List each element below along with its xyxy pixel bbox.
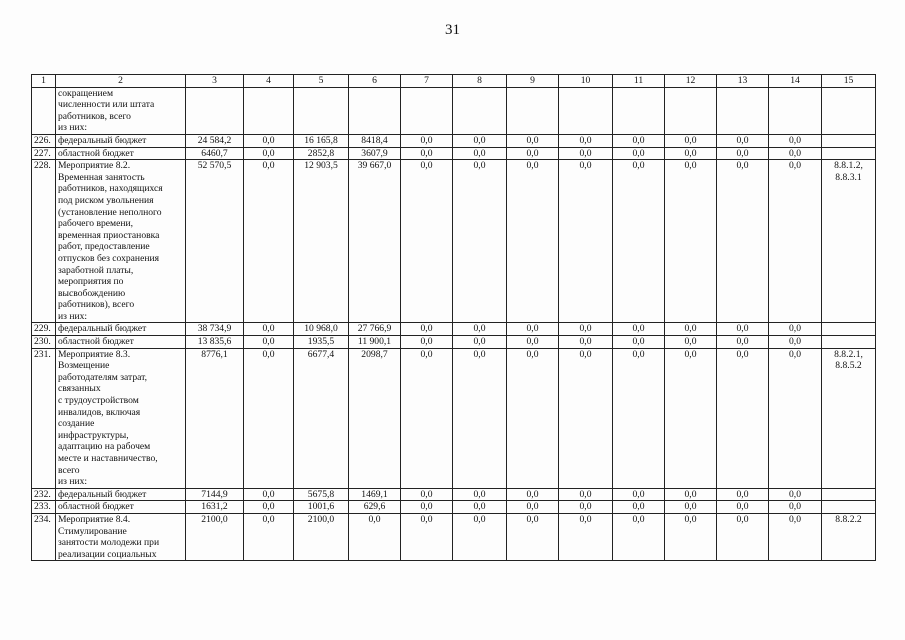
- value-cell: 0,0: [559, 513, 613, 560]
- value-cell: 0,0: [717, 147, 769, 160]
- value-cell: 0,0: [769, 501, 822, 514]
- value-cell: 0,0: [244, 336, 294, 349]
- row-number: 233.: [32, 501, 56, 514]
- value-cell: 629,6: [349, 501, 401, 514]
- row-name: областной бюджет: [56, 147, 186, 160]
- reference-cell: [822, 87, 876, 134]
- row-number: 232.: [32, 488, 56, 501]
- row-number: 226.: [32, 134, 56, 147]
- value-cell: 0,0: [244, 488, 294, 501]
- value-cell: 0,0: [665, 488, 717, 501]
- value-cell: 0,0: [244, 348, 294, 488]
- row-name: сокращением численности или штата работников, всего из них:: [56, 87, 186, 134]
- header-cell: 6: [349, 75, 401, 88]
- value-cell: 0,0: [665, 160, 717, 323]
- value-cell: 0,0: [507, 348, 559, 488]
- value-cell: 6677,4: [294, 348, 349, 488]
- reference-cell: [822, 134, 876, 147]
- table-row: [32, 336, 876, 349]
- row-name: федеральный бюджет: [56, 134, 186, 147]
- value-cell: 0,0: [717, 501, 769, 514]
- header-cell: 1: [32, 75, 56, 88]
- reference-cell: 8.8.2.1, 8.8.5.2: [822, 348, 876, 488]
- value-cell: 0,0: [453, 323, 507, 336]
- value-cell: 0,0: [559, 323, 613, 336]
- value-cell: 0,0: [559, 147, 613, 160]
- value-cell: 0,0: [401, 348, 453, 488]
- value-cell: 0,0: [559, 336, 613, 349]
- value-cell: 0,0: [401, 134, 453, 147]
- value-cell: 0,0: [453, 488, 507, 501]
- value-cell: 8418,4: [349, 134, 401, 147]
- budget-table: [31, 74, 876, 561]
- value-cell: 27 766,9: [349, 323, 401, 336]
- value-cell: 0,0: [401, 323, 453, 336]
- value-cell: 0,0: [244, 160, 294, 323]
- row-name: Мероприятие 8.4. Стимулирование занятости молодежи при реализации социальных: [56, 513, 186, 560]
- table-row: [32, 513, 876, 560]
- value-cell: [717, 87, 769, 134]
- value-cell: [769, 87, 822, 134]
- value-cell: 13 835,6: [186, 336, 244, 349]
- value-cell: 24 584,2: [186, 134, 244, 147]
- value-cell: 2098,7: [349, 348, 401, 488]
- row-name: областной бюджет: [56, 501, 186, 514]
- reference-cell: 8.8.2.2: [822, 513, 876, 560]
- header-cell: 15: [822, 75, 876, 88]
- value-cell: 6460,7: [186, 147, 244, 160]
- value-cell: [186, 87, 244, 134]
- value-cell: 0,0: [453, 160, 507, 323]
- value-cell: 5675,8: [294, 488, 349, 501]
- table-row: [32, 134, 876, 147]
- row-number: 230.: [32, 336, 56, 349]
- value-cell: 0,0: [613, 501, 665, 514]
- value-cell: 0,0: [717, 134, 769, 147]
- value-cell: 0,0: [559, 488, 613, 501]
- row-name: Мероприятие 8.2. Временная занятость работников, находящихся под риском увольнения (установление неполного рабочего времени, временная приостановка работ, предоставление отпусков без сохранения заработной платы, мероприятия по высвобождению работников), всего из них:: [56, 160, 186, 323]
- reference-cell: [822, 488, 876, 501]
- value-cell: 0,0: [559, 160, 613, 323]
- table-row: [32, 348, 876, 488]
- table-row: [32, 160, 876, 323]
- header-cell: 5: [294, 75, 349, 88]
- value-cell: 0,0: [665, 323, 717, 336]
- value-cell: 0,0: [717, 348, 769, 488]
- value-cell: 0,0: [244, 134, 294, 147]
- value-cell: 0,0: [244, 501, 294, 514]
- header-cell: 12: [665, 75, 717, 88]
- value-cell: 0,0: [717, 488, 769, 501]
- value-cell: 0,0: [507, 147, 559, 160]
- value-cell: 0,0: [717, 336, 769, 349]
- value-cell: 2852,8: [294, 147, 349, 160]
- value-cell: 38 734,9: [186, 323, 244, 336]
- value-cell: 0,0: [244, 513, 294, 560]
- value-cell: 0,0: [453, 147, 507, 160]
- page-number: 31: [445, 22, 460, 38]
- value-cell: 0,0: [665, 134, 717, 147]
- value-cell: 0,0: [613, 513, 665, 560]
- header-cell: 2: [56, 75, 186, 88]
- value-cell: 11 900,1: [349, 336, 401, 349]
- value-cell: [294, 87, 349, 134]
- row-name: Мероприятие 8.3. Возмещение работодателям затрат, связанных с трудоустройством инвалидов, включая создание инфраструктуры, адаптацию на рабочем месте и наставничество, всего из них:: [56, 348, 186, 488]
- value-cell: 0,0: [717, 513, 769, 560]
- header-cell: 10: [559, 75, 613, 88]
- value-cell: [401, 87, 453, 134]
- value-cell: 12 903,5: [294, 160, 349, 323]
- value-cell: [244, 87, 294, 134]
- table-row: [32, 323, 876, 336]
- value-cell: 0,0: [349, 513, 401, 560]
- header-cell: 11: [613, 75, 665, 88]
- value-cell: 0,0: [507, 160, 559, 323]
- table-header-row: [32, 75, 876, 88]
- value-cell: [613, 87, 665, 134]
- value-cell: 39 667,0: [349, 160, 401, 323]
- row-number: [32, 87, 56, 134]
- reference-cell: [822, 501, 876, 514]
- value-cell: 0,0: [453, 134, 507, 147]
- value-cell: 0,0: [507, 134, 559, 147]
- value-cell: 0,0: [507, 323, 559, 336]
- header-cell: 4: [244, 75, 294, 88]
- row-number: 231.: [32, 348, 56, 488]
- value-cell: 0,0: [769, 134, 822, 147]
- value-cell: 0,0: [244, 147, 294, 160]
- value-cell: 0,0: [401, 336, 453, 349]
- row-number: 227.: [32, 147, 56, 160]
- value-cell: 1935,5: [294, 336, 349, 349]
- value-cell: 0,0: [613, 488, 665, 501]
- row-name: федеральный бюджет: [56, 323, 186, 336]
- value-cell: 8776,1: [186, 348, 244, 488]
- value-cell: 0,0: [769, 323, 822, 336]
- value-cell: 0,0: [453, 513, 507, 560]
- value-cell: 3607,9: [349, 147, 401, 160]
- value-cell: 2100,0: [294, 513, 349, 560]
- value-cell: 0,0: [401, 160, 453, 323]
- value-cell: 0,0: [507, 501, 559, 514]
- value-cell: 0,0: [401, 501, 453, 514]
- value-cell: 0,0: [717, 323, 769, 336]
- value-cell: 0,0: [401, 147, 453, 160]
- value-cell: 0,0: [769, 160, 822, 323]
- value-cell: 0,0: [665, 348, 717, 488]
- value-cell: [665, 87, 717, 134]
- value-cell: 0,0: [717, 160, 769, 323]
- value-cell: 0,0: [613, 348, 665, 488]
- value-cell: 0,0: [769, 513, 822, 560]
- reference-cell: 8.8.1.2, 8.8.3.1: [822, 160, 876, 323]
- reference-cell: [822, 336, 876, 349]
- value-cell: 0,0: [769, 147, 822, 160]
- header-cell: 9: [507, 75, 559, 88]
- table-row: [32, 87, 876, 134]
- value-cell: 0,0: [401, 488, 453, 501]
- row-number: 229.: [32, 323, 56, 336]
- value-cell: 52 570,5: [186, 160, 244, 323]
- value-cell: 10 968,0: [294, 323, 349, 336]
- value-cell: 0,0: [613, 147, 665, 160]
- value-cell: 0,0: [244, 323, 294, 336]
- value-cell: [349, 87, 401, 134]
- value-cell: 1631,2: [186, 501, 244, 514]
- value-cell: 0,0: [613, 323, 665, 336]
- value-cell: [507, 87, 559, 134]
- value-cell: 0,0: [453, 501, 507, 514]
- value-cell: 0,0: [559, 348, 613, 488]
- header-cell: 14: [769, 75, 822, 88]
- value-cell: 0,0: [769, 348, 822, 488]
- value-cell: 0,0: [453, 336, 507, 349]
- value-cell: 0,0: [507, 513, 559, 560]
- reference-cell: [822, 147, 876, 160]
- header-cell: 7: [401, 75, 453, 88]
- row-name: федеральный бюджет: [56, 488, 186, 501]
- value-cell: 0,0: [507, 336, 559, 349]
- value-cell: 1469,1: [349, 488, 401, 501]
- value-cell: 0,0: [613, 134, 665, 147]
- value-cell: 0,0: [769, 336, 822, 349]
- value-cell: 0,0: [559, 134, 613, 147]
- value-cell: 0,0: [559, 501, 613, 514]
- value-cell: 0,0: [665, 336, 717, 349]
- table-row: [32, 488, 876, 501]
- header-cell: 3: [186, 75, 244, 88]
- value-cell: 0,0: [665, 513, 717, 560]
- value-cell: [453, 87, 507, 134]
- value-cell: 0,0: [769, 488, 822, 501]
- value-cell: [559, 87, 613, 134]
- value-cell: 2100,0: [186, 513, 244, 560]
- header-cell: 8: [453, 75, 507, 88]
- value-cell: 7144,9: [186, 488, 244, 501]
- value-cell: 16 165,8: [294, 134, 349, 147]
- header-cell: 13: [717, 75, 769, 88]
- value-cell: 1001,6: [294, 501, 349, 514]
- value-cell: 0,0: [507, 488, 559, 501]
- row-number: 234.: [32, 513, 56, 560]
- row-name: областной бюджет: [56, 336, 186, 349]
- value-cell: 0,0: [401, 513, 453, 560]
- value-cell: 0,0: [453, 348, 507, 488]
- table-row: [32, 501, 876, 514]
- value-cell: 0,0: [613, 160, 665, 323]
- row-number: 228.: [32, 160, 56, 323]
- value-cell: 0,0: [613, 336, 665, 349]
- value-cell: 0,0: [665, 501, 717, 514]
- value-cell: 0,0: [665, 147, 717, 160]
- table-row: [32, 147, 876, 160]
- reference-cell: [822, 323, 876, 336]
